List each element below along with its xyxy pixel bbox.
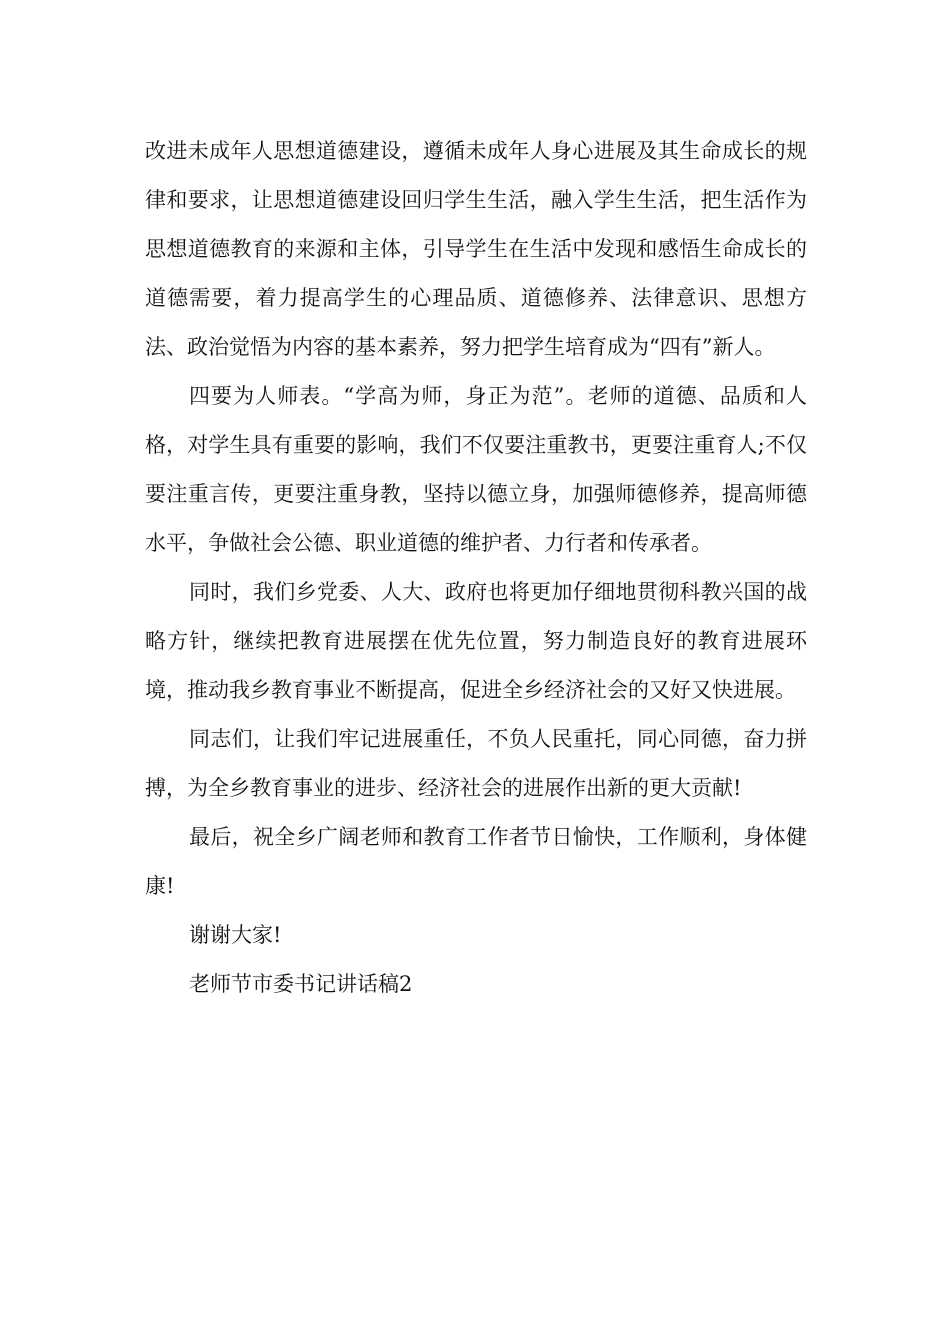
paragraph-closing-wishes: 最后，祝全乡广阔老师和教育工作者节日愉快，工作顺利，身体健康!: [145, 825, 807, 898]
paragraph-continuation: 改进未成年人思想道德建设，遵循未成年人身心进展及其生命成长的规律和要求，让思想道德建设回归学生生活，融入学生生活，把生活作为思想道德教育的来源和主体，引导学生在生活中发现和感悟生命成长的道德需要，着力提高学生的心理品质、道德修养、法律意识、思想方法、政治觉悟为内容的基本素养，努力把学生培育成为“四有”新人。: [145, 139, 807, 359]
paragraph-government-commitment: 同时，我们乡党委、人大、政府也将更加仔细地贯彻科教兴国的战略方针，继续把教育进展摆在优先位置，努力制造良好的教育进展环境，推动我乡教育事业不断提高，促进全乡经济社会的又好又快进展。: [145, 580, 807, 702]
paragraph-call-to-action: 同志们，让我们牢记进展重任，不负人民重托，同心同德，奋力拼搏，为全乡教育事业的进步、经济社会的进展作出新的更大贡献!: [145, 727, 807, 800]
paragraph-thanks: 谢谢大家!: [189, 923, 282, 947]
paragraph-role-model: 四要为人师表。“学高为师，身正为范”。老师的道德、品质和人格，对学生具有重要的影响，我们不仅要注重教书，更要注重育人;不仅要注重言传，更要注重身教，坚持以德立身，加强师德修养，提高师德水平，争做社会公德、职业道德的维护者、力行者和传承者。: [145, 384, 807, 555]
document-page: [145, 127, 807, 1009]
section-heading: 老师节市委书记讲话稿2: [189, 972, 413, 996]
